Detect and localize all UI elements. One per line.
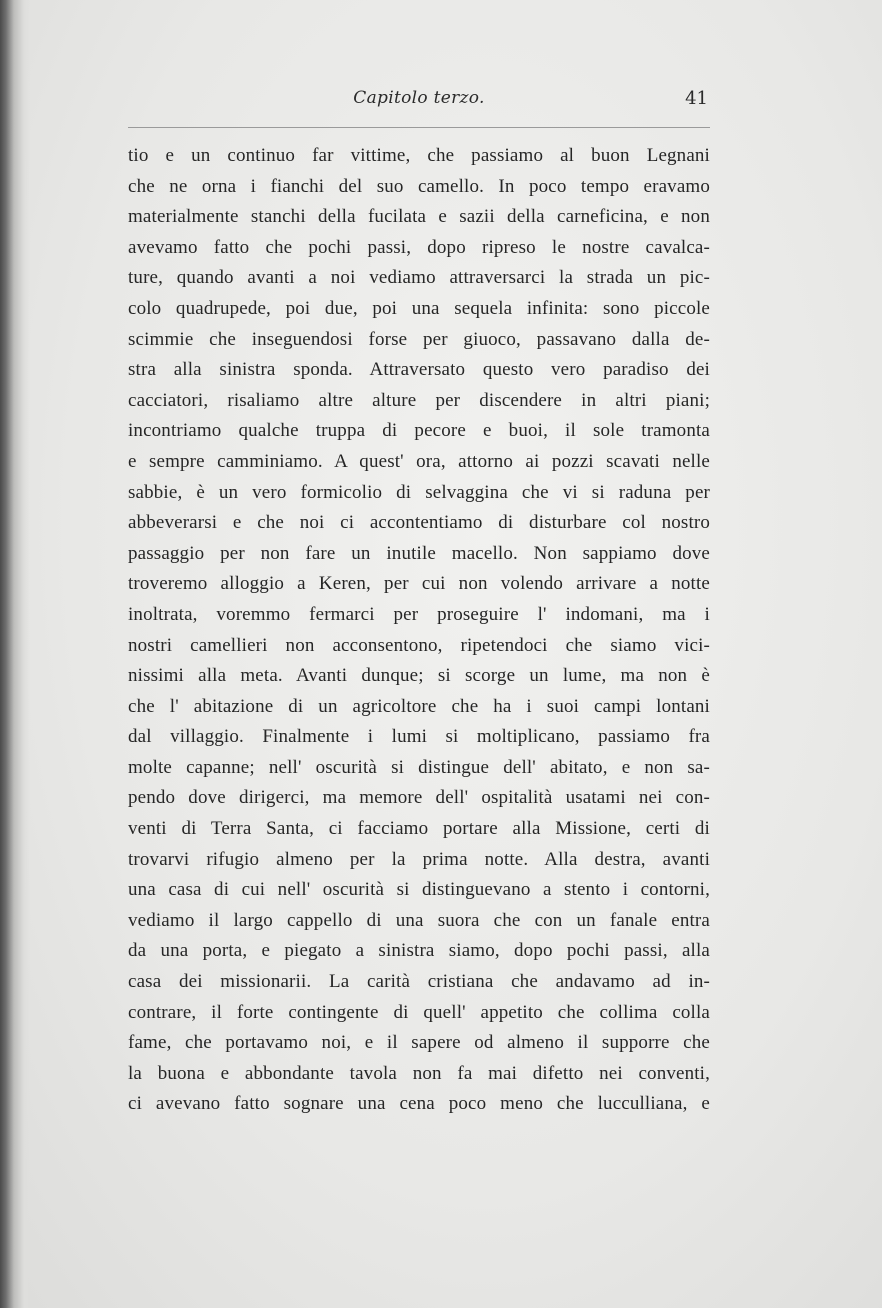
text-line: inoltrata, voremmo fermarci per proseguire l' indomani, ma i xyxy=(128,603,710,625)
text-line: dal villaggio. Finalmente i lumi si moltiplicano, passiamo fra xyxy=(128,726,710,748)
text-line: abbeverarsi e che noi ci accontentiamo di disturbare col nostro xyxy=(128,512,710,534)
text-line: avevamo fatto che pochi passi, dopo ripreso le nostre cavalca- xyxy=(128,236,710,258)
text-line: ture, quando avanti a noi vediamo attraversarci la strada un pic- xyxy=(128,267,710,289)
text-line: stra alla sinistra sponda. Attraversato questo vero paradiso dei xyxy=(128,359,710,381)
text-line: venti di Terra Santa, ci facciamo portare alla Missione, certi di xyxy=(128,818,710,840)
text-line: colo quadrupede, poi due, poi una sequela infinita: sono piccole xyxy=(128,297,710,319)
text-line: trovarvi rifugio almeno per la prima notte. Alla destra, avanti xyxy=(128,848,710,870)
text-line: materialmente stanchi della fucilata e sazii della carneficina, e non xyxy=(128,206,710,228)
header-rule xyxy=(128,127,710,128)
text-line: casa dei missionarii. La carità cristiana che andavamo ad in- xyxy=(128,971,710,993)
text-line: una casa di cui nell' oscurità si distinguevano a stento i contorni, xyxy=(128,879,710,901)
text-line: contrare, il forte contingente di quell' appetito che collima colla xyxy=(128,1001,710,1023)
text-line: sabbie, è un vero formicolio di selvaggina che vi si raduna per xyxy=(128,481,710,503)
text-line: che ne orna i fianchi del suo camello. In poco tempo eravamo xyxy=(128,175,710,197)
text-line: incontriamo qualche truppa di pecore e buoi, il sole tramonta xyxy=(128,420,710,442)
text-line: scimmie che inseguendosi forse per giuoco, passavano dalla de- xyxy=(128,328,710,350)
text-line: che l' abitazione di un agricoltore che ha i suoi campi lontani xyxy=(128,695,710,717)
text-line: cacciatori, risaliamo altre alture per discendere in altri piani; xyxy=(128,389,710,411)
text-line: troveremo alloggio a Keren, per cui non volendo arrivare a notte xyxy=(128,573,710,595)
running-title: Capitolo terzo. xyxy=(353,88,485,108)
body-text xyxy=(128,141,710,1120)
text-line: la buona e abbondante tavola non fa mai difetto nei conventi, xyxy=(128,1062,710,1084)
text-line: passaggio per non fare un inutile macello. Non sappiamo dove xyxy=(128,542,710,564)
text-line: ci avevano fatto sognare una cena poco meno che lucculliana, e xyxy=(128,1093,710,1115)
text-line: da una porta, e piegato a sinistra siamo, dopo pochi passi, alla xyxy=(128,940,710,962)
text-line: e sempre camminiamo. A quest' ora, attorno ai pozzi scavati nelle xyxy=(128,450,710,472)
page-number: 41 xyxy=(685,88,708,109)
text-line: pendo dove dirigerci, ma memore dell' ospitalità usatami nei con- xyxy=(128,787,710,809)
text-line: vediamo il largo cappello di una suora che con un fanale entra xyxy=(128,909,710,931)
text-line: molte capanne; nell' oscurità si distingue dell' abitato, e non sa- xyxy=(128,756,710,778)
page-header xyxy=(130,84,708,116)
text-line: tio e un continuo far vittime, che passiamo al buon Legnani xyxy=(128,145,710,166)
text-line: nostri camellieri non acconsentono, ripetendoci che siamo vici- xyxy=(128,634,710,656)
binding-edge-shadow xyxy=(0,0,30,1308)
text-line: nissimi alla meta. Avanti dunque; si scorge un lume, ma non è xyxy=(128,665,710,687)
text-line: fame, che portavamo noi, e il sapere od almeno il supporre che xyxy=(128,1032,710,1054)
